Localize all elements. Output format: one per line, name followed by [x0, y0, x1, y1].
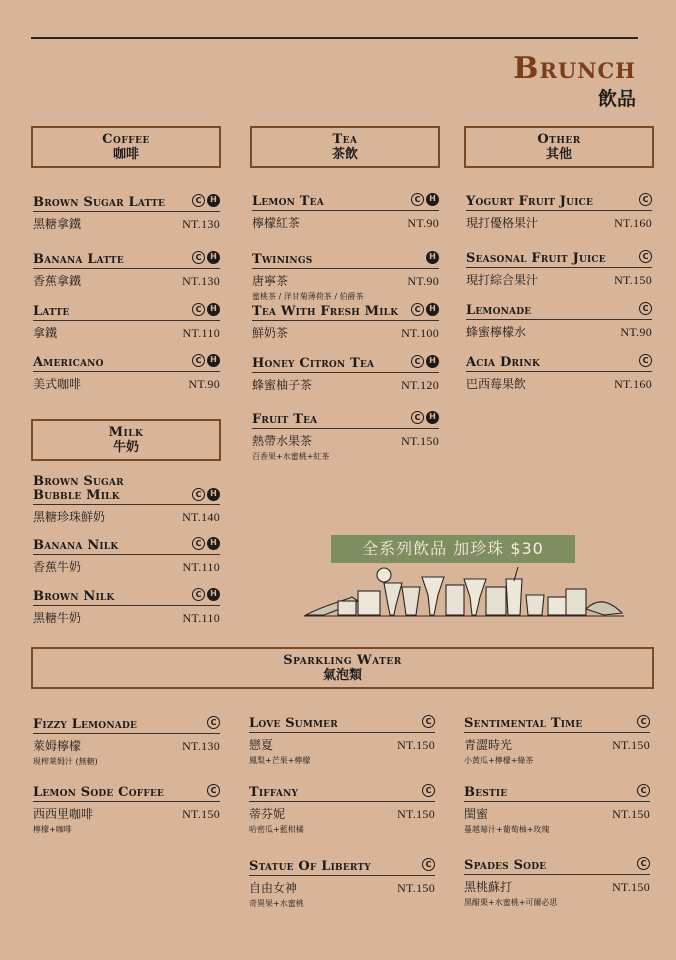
menu-item: [464, 858, 650, 908]
item-price: NT.90: [620, 325, 652, 339]
temperature-icons: [639, 354, 652, 367]
item-price: NT.140: [182, 510, 220, 524]
item-divider: [249, 801, 435, 802]
temperature-icons: [192, 354, 220, 367]
item-name-zh: 黑糖珍珠鮮奶: [33, 510, 106, 524]
item-name: Fizzy Lemonade: [33, 717, 138, 732]
menu-item: [33, 355, 220, 392]
section-title-en: Other: [537, 132, 581, 147]
item-name: Honey Citron Tea: [252, 356, 375, 371]
temperature-icons: [411, 355, 439, 368]
cold-icon: C: [192, 588, 205, 601]
temperature-icons: [207, 784, 220, 797]
item-name: Acia Drink: [466, 355, 540, 370]
item-name-zh: 熱帶水果茶: [252, 434, 313, 448]
section-header-sparkling: [31, 647, 654, 689]
temperature-icons: [422, 784, 435, 797]
item-name: Statue Of Liberty: [249, 859, 371, 874]
cold-icon: C: [192, 537, 205, 550]
item-divider: [466, 319, 652, 320]
item-divider: [33, 320, 220, 321]
item-name: Lemon Sode Coffee: [33, 785, 165, 800]
item-name: Banana Nilk: [33, 538, 119, 553]
item-price: NT.120: [401, 378, 439, 392]
temperature-icons: [637, 857, 650, 870]
hot-icon: H: [207, 354, 220, 367]
item-name: Tea With Fresh Milk: [252, 304, 399, 319]
item-name: Banana Latte: [33, 252, 124, 267]
item-divider: [252, 428, 439, 429]
menu-item: [33, 717, 220, 767]
menu-item: [33, 785, 220, 835]
cold-icon: C: [639, 193, 652, 206]
section-header-tea: [250, 126, 440, 168]
item-price: NT.150: [401, 434, 439, 448]
temperature-icons: [422, 858, 435, 871]
item-name: Twinings: [252, 252, 313, 267]
menu-item: [33, 538, 220, 575]
menu-item: [249, 785, 435, 835]
item-name-zh: 閨蜜: [464, 807, 489, 821]
item-name: Seasonal Fruit Juice: [466, 251, 606, 266]
item-description: 蔓越莓汁+葡萄柚+玫瑰: [464, 825, 550, 834]
cold-icon: C: [422, 858, 435, 871]
item-name: Lemon Tea: [252, 194, 324, 209]
temperature-icons: [207, 716, 220, 729]
hot-icon: H: [426, 303, 439, 316]
item-price: NT.100: [401, 326, 439, 340]
item-name: Brown Sugar: [33, 474, 124, 489]
cold-icon: C: [192, 354, 205, 367]
item-divider: [464, 732, 650, 733]
item-price: NT.150: [612, 807, 650, 821]
hot-icon: H: [207, 303, 220, 316]
temperature-icons: [422, 715, 435, 728]
cold-icon: C: [637, 784, 650, 797]
menu-item: [464, 716, 650, 766]
menu-item: [466, 194, 652, 231]
item-divider: [252, 372, 439, 373]
menu-item: [464, 785, 650, 835]
item-divider: [249, 875, 435, 876]
item-name-zh: 西西里咖啡: [33, 807, 94, 821]
item-divider: [252, 320, 439, 321]
hot-icon: H: [207, 588, 220, 601]
temperature-icons: [411, 303, 439, 316]
item-divider: [252, 210, 439, 211]
item-price: NT.160: [614, 377, 652, 391]
temperature-icons: [192, 303, 220, 316]
section-title-en: Milk: [108, 425, 144, 440]
item-divider: [464, 801, 650, 802]
brand-title: Brunch: [513, 51, 636, 86]
item-name-zh: 自由女神: [249, 881, 298, 895]
item-name-zh: 唐寧茶: [252, 274, 289, 288]
item-name-zh: 香蕉拿鐵: [33, 274, 82, 288]
item-description: 哈密瓜+藍柑橘: [249, 825, 304, 834]
section-title-zh: 咖啡: [112, 147, 139, 162]
cold-icon: C: [639, 302, 652, 315]
item-description: 檸檬+咖啡: [33, 825, 72, 834]
temperature-icons: [639, 250, 652, 263]
cold-icon: C: [207, 784, 220, 797]
temperature-icons: [192, 194, 220, 207]
temperature-icons: [192, 537, 220, 550]
item-name-zh: 美式咖啡: [33, 377, 82, 391]
item-divider: [464, 874, 650, 875]
item-name: Tiffany: [249, 785, 299, 800]
item-name-zh: 黑桃蘇打: [464, 880, 513, 894]
menu-item: [252, 412, 439, 462]
item-divider: [33, 605, 220, 606]
menu-item: [252, 356, 439, 393]
item-name-zh: 巴西莓果飲: [466, 377, 527, 391]
item-price: NT.130: [182, 217, 220, 231]
cold-icon: C: [411, 193, 424, 206]
item-description: 蜜桃茶 / 洋甘菊薄荷茶 / 伯爵茶: [252, 292, 364, 301]
hot-icon: H: [426, 411, 439, 424]
item-name-zh: 現打綜合果汁: [466, 273, 539, 287]
menu-item: [33, 252, 220, 289]
menu-item: [252, 194, 439, 231]
item-description: 黑醋栗+水蜜桃+可爾必思: [464, 898, 558, 907]
temperature-icons: [411, 411, 439, 424]
cold-icon: C: [422, 715, 435, 728]
item-name-zh: 蜂蜜檸檬水: [466, 325, 527, 339]
item-divider: [249, 732, 435, 733]
temperature-icons: [637, 784, 650, 797]
menu-item: [252, 304, 439, 341]
hot-icon: H: [207, 488, 220, 501]
item-name-zh: 黑糖拿鐵: [33, 217, 82, 231]
item-divider: [33, 504, 220, 505]
section-title-en: Sparkling Water: [283, 653, 402, 668]
item-divider: [33, 268, 220, 269]
item-price: NT.150: [614, 273, 652, 287]
section-title-zh: 氣泡類: [322, 668, 362, 683]
item-price: NT.110: [182, 611, 220, 625]
temperature-icons: [639, 302, 652, 315]
cold-icon: C: [639, 250, 652, 263]
menu-item: [33, 589, 220, 626]
item-divider: [33, 733, 220, 734]
brand-header: [513, 52, 636, 112]
brand-subtitle: 飲品: [597, 88, 636, 110]
item-price: NT.150: [397, 807, 435, 821]
item-price: NT.130: [182, 739, 220, 753]
temperature-icons: [639, 193, 652, 206]
item-description: 小黃瓜+檸檬+綠茶: [464, 756, 534, 765]
cold-icon: C: [422, 784, 435, 797]
item-name-zh: 檸檬紅茶: [252, 216, 301, 230]
section-header-milk: [31, 419, 221, 461]
item-name-zh: 蒂芬妮: [249, 807, 286, 821]
hot-icon: H: [207, 251, 220, 264]
item-name-zh: 鮮奶茶: [252, 326, 289, 340]
hot-icon: H: [426, 193, 439, 206]
cold-icon: C: [639, 354, 652, 367]
item-price: NT.150: [612, 880, 650, 894]
hot-icon: H: [207, 194, 220, 207]
item-name: Love Summer: [249, 716, 338, 731]
top-divider: [31, 37, 638, 39]
item-price: NT.110: [182, 560, 220, 574]
item-price: NT.90: [407, 216, 439, 230]
item-name-line2: Bubble Milk: [33, 488, 120, 503]
item-name: Brown Sugar Latte: [33, 195, 166, 210]
section-title-en: Coffee: [102, 132, 150, 147]
item-description: 鳳梨+芒果+檸檬: [249, 756, 311, 765]
menu-item: [249, 859, 435, 909]
item-name-zh: 萊姆檸檬: [33, 739, 82, 753]
item-name: Latte: [33, 304, 70, 319]
item-divider: [252, 268, 439, 269]
section-title-zh: 茶飲: [331, 147, 358, 162]
hot-icon: H: [426, 251, 439, 264]
section-header-coffee: [31, 126, 221, 168]
item-name: Sentimental Time: [464, 716, 583, 731]
section-title-zh: 牛奶: [112, 440, 139, 455]
item-name: Americano: [33, 355, 104, 370]
cold-icon: C: [411, 355, 424, 368]
item-name: Fruit Tea: [252, 412, 318, 427]
cold-icon: C: [207, 716, 220, 729]
cold-icon: C: [637, 857, 650, 870]
temperature-icons: [637, 715, 650, 728]
cold-icon: C: [192, 488, 205, 501]
item-name-zh: 黑糖牛奶: [33, 611, 82, 625]
menu-item: [466, 251, 652, 288]
menu-item: [466, 303, 652, 340]
pearl-addon-banner: 全系列飲品 加珍珠 $30: [331, 535, 575, 563]
item-price: NT.150: [397, 881, 435, 895]
section-header-other: [464, 126, 654, 168]
item-description: 奇異果+水蜜桃: [249, 899, 304, 908]
temperature-icons: [192, 588, 220, 601]
item-divider: [466, 371, 652, 372]
menu-item: [33, 304, 220, 341]
item-name-zh: 拿鐵: [33, 326, 58, 340]
menu-item: [249, 716, 435, 766]
section-title-zh: 其他: [545, 147, 572, 162]
item-price: NT.150: [612, 738, 650, 752]
item-name-zh: 戀夏: [249, 738, 274, 752]
item-description: 百香果+水蜜桃+紅茶: [252, 452, 330, 461]
hot-icon: H: [426, 355, 439, 368]
item-price: NT.90: [188, 377, 220, 391]
drinks-illustration: [304, 565, 624, 619]
cold-icon: C: [637, 715, 650, 728]
menu-item: [33, 475, 220, 525]
item-name: Bestie: [464, 785, 508, 800]
cold-icon: C: [192, 194, 205, 207]
item-name: Brown Nilk: [33, 589, 115, 604]
menu-item: [33, 195, 220, 232]
item-price: NT.150: [182, 807, 220, 821]
item-name-zh: 青澀時光: [464, 738, 513, 752]
item-description: 現榨萊姆汁 (無糖): [33, 757, 98, 766]
cold-icon: C: [192, 303, 205, 316]
temperature-icons: [192, 488, 220, 501]
item-price: NT.90: [407, 274, 439, 288]
cold-icon: C: [192, 251, 205, 264]
section-title-en: Tea: [332, 132, 358, 147]
temperature-icons: [426, 251, 439, 264]
item-name: Yogurt Fruit Juice: [466, 194, 594, 209]
temperature-icons: [192, 251, 220, 264]
item-name-zh: 現打優格果汁: [466, 216, 539, 230]
item-divider: [33, 211, 220, 212]
temperature-icons: [411, 193, 439, 206]
item-divider: [33, 801, 220, 802]
cold-icon: C: [411, 303, 424, 316]
item-price: NT.160: [614, 216, 652, 230]
menu-item: [252, 252, 439, 302]
item-divider: [466, 267, 652, 268]
menu-item: [466, 355, 652, 392]
item-name-zh: 蜂蜜柚子茶: [252, 378, 313, 392]
item-price: NT.150: [397, 738, 435, 752]
item-divider: [466, 210, 652, 211]
item-divider: [33, 371, 220, 372]
hot-icon: H: [207, 537, 220, 550]
item-divider: [33, 554, 220, 555]
item-price: NT.130: [182, 274, 220, 288]
item-name: Lemonade: [466, 303, 532, 318]
cold-icon: C: [411, 411, 424, 424]
item-name-zh: 香蕉牛奶: [33, 560, 82, 574]
item-name: Spades Sode: [464, 858, 547, 873]
item-price: NT.110: [182, 326, 220, 340]
